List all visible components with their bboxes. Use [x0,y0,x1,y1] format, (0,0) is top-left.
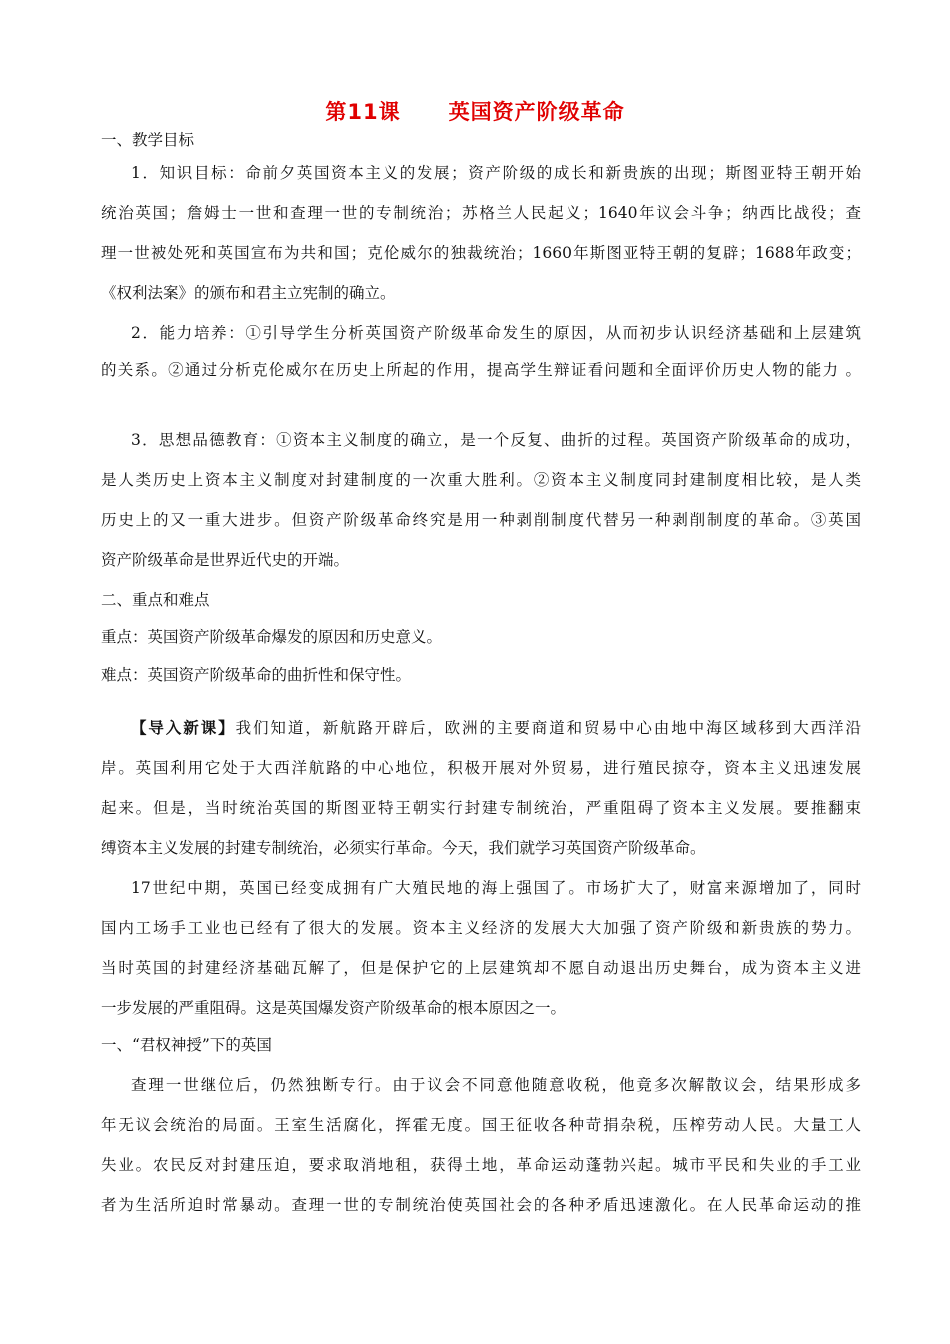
section-lead-label: 【导入新课】 [131,719,236,737]
text-line [131,163,861,183]
line-text: 理一世被处死和英国宣布为共和国；克伦威尔的独裁统治；1660年斯图亚特王朝的复辟；1688年政变； [101,244,861,262]
line-text: 岸。英国利用它处于大西洋航路的中心地位，积极开展对外贸易，进行殖民掠夺，资本主义迅速发展 [101,759,861,777]
text-line [101,550,861,570]
text-line [131,430,861,450]
line-text: 17世纪中期，英国已经变成拥有广大殖民地的海上强国了。市场扩大了，财富来源增加了，同时 [131,879,861,897]
text-line [101,130,861,150]
text-line [101,1195,861,1215]
text-line [131,878,861,898]
line-text: 的关系。②通过分析克伦威尔在历史上所起的作用，提高学生辩证看问题和全面评价历史人物的能力 。 [101,361,861,379]
line-text: 年无议会统治的局面。王室生活腐化，挥霍无度。国王征收各种苛捐杂税，压榨劳动人民。大量工人 [101,1116,861,1134]
text-line [101,665,861,685]
line-text: 是人类历史上资本主义制度对封建制度的一次重大胜利。②资本主义制度同封建制度相比较，是人类 [101,471,861,489]
line-text: 1．知识目标：命前夕英国资本主义的发展；资产阶级的成长和新贵族的出现；斯图亚特王朝开始 [131,164,861,182]
text-line [101,1155,861,1175]
line-text: 缚资本主义发展的封建专制统治，必须实行革命。今天，我们就学习英国资产阶级革命。 [101,839,706,857]
page-title [0,96,950,126]
text-line [101,1115,861,1135]
line-text: 难点：英国资产阶级革命的曲折性和保守性。 [101,666,412,684]
text-line [101,590,861,610]
lesson-number: 第11课 [325,100,401,124]
text-line [101,958,861,978]
line-text: 3．思想品德教育：①资本主义制度的确立，是一个反复、曲折的过程。英国资产阶级革命的成功， [131,431,861,449]
text-line [101,243,861,263]
text-line [101,998,861,1018]
text-line [101,203,861,223]
line-text: 重点：英国资产阶级革命爆发的原因和历史意义。 [101,628,443,646]
text-line [101,838,861,858]
line-text: 统治英国；詹姆士一世和查理一世的专制统治；苏格兰人民起义；1640年议会斗争；纳西比战役；查 [101,204,861,222]
line-text: 一步发展的严重阻碍。这是英国爆发资产阶级革命的根本原因之一。 [101,999,567,1017]
line-text: 当时英国的封建经济基础瓦解了，但是保护它的上层建筑却不愿自动退出历史舞台，成为资本主义进 [101,959,861,977]
text-line [101,283,861,303]
text-line [131,1075,861,1095]
text-line [101,510,861,530]
text-line [101,1035,861,1055]
text-line [131,323,861,343]
line-text: 二、重点和难点 [101,591,210,609]
line-text: 起来。但是，当时统治英国的斯图亚特王朝实行封建专制统治，严重阻碍了资本主义发展。要推翻束 [101,799,861,817]
text-line [101,627,861,647]
line-text: 查理一世继位后，仍然独断专行。由于议会不同意他随意收税，他竟多次解散议会，结果形成多 [131,1076,861,1094]
line-text: 一、教学目标 [101,131,195,149]
text-line [131,718,861,738]
line-text: 资产阶级革命是世界近代史的开端。 [101,551,350,569]
line-text: 一、“君权神授”下的英国 [101,1036,272,1054]
line-text: 历史上的又一重大进步。但资产阶级革命终究是用一种剥削制度代替另一种剥削制度的革命。③英国 [101,511,861,529]
line-text: 《权利法案》的颁布和君主立宪制的确立。 [101,284,396,302]
line-text: 2．能力培养：①引导学生分析英国资产阶级革命发生的原因，从而初步认识经济基础和上层建筑 [131,324,861,342]
line-text: 我们知道，新航路开辟后，欧洲的主要商道和贸易中心由地中海区域移到大西洋沿 [235,719,861,737]
text-line [101,918,861,938]
lesson-name: 英国资产阶级革命 [448,100,625,124]
line-text: 国内工场手工业也已经有了很大的发展。资本主义经济的发展大大加强了资产阶级和新贵族的势力。 [101,919,861,937]
text-line [101,798,861,818]
line-text: 者为生活所迫时常暴动。查理一世的专制统治使英国社会的各种矛盾迅速激化。在人民革命运动的推 [101,1196,861,1214]
text-line [101,360,861,380]
text-line [101,470,861,490]
line-text: 失业。农民反对封建压迫，要求取消地租，获得土地，革命运动蓬勃兴起。城市平民和失业的手工业 [101,1156,861,1174]
text-line [101,758,861,778]
